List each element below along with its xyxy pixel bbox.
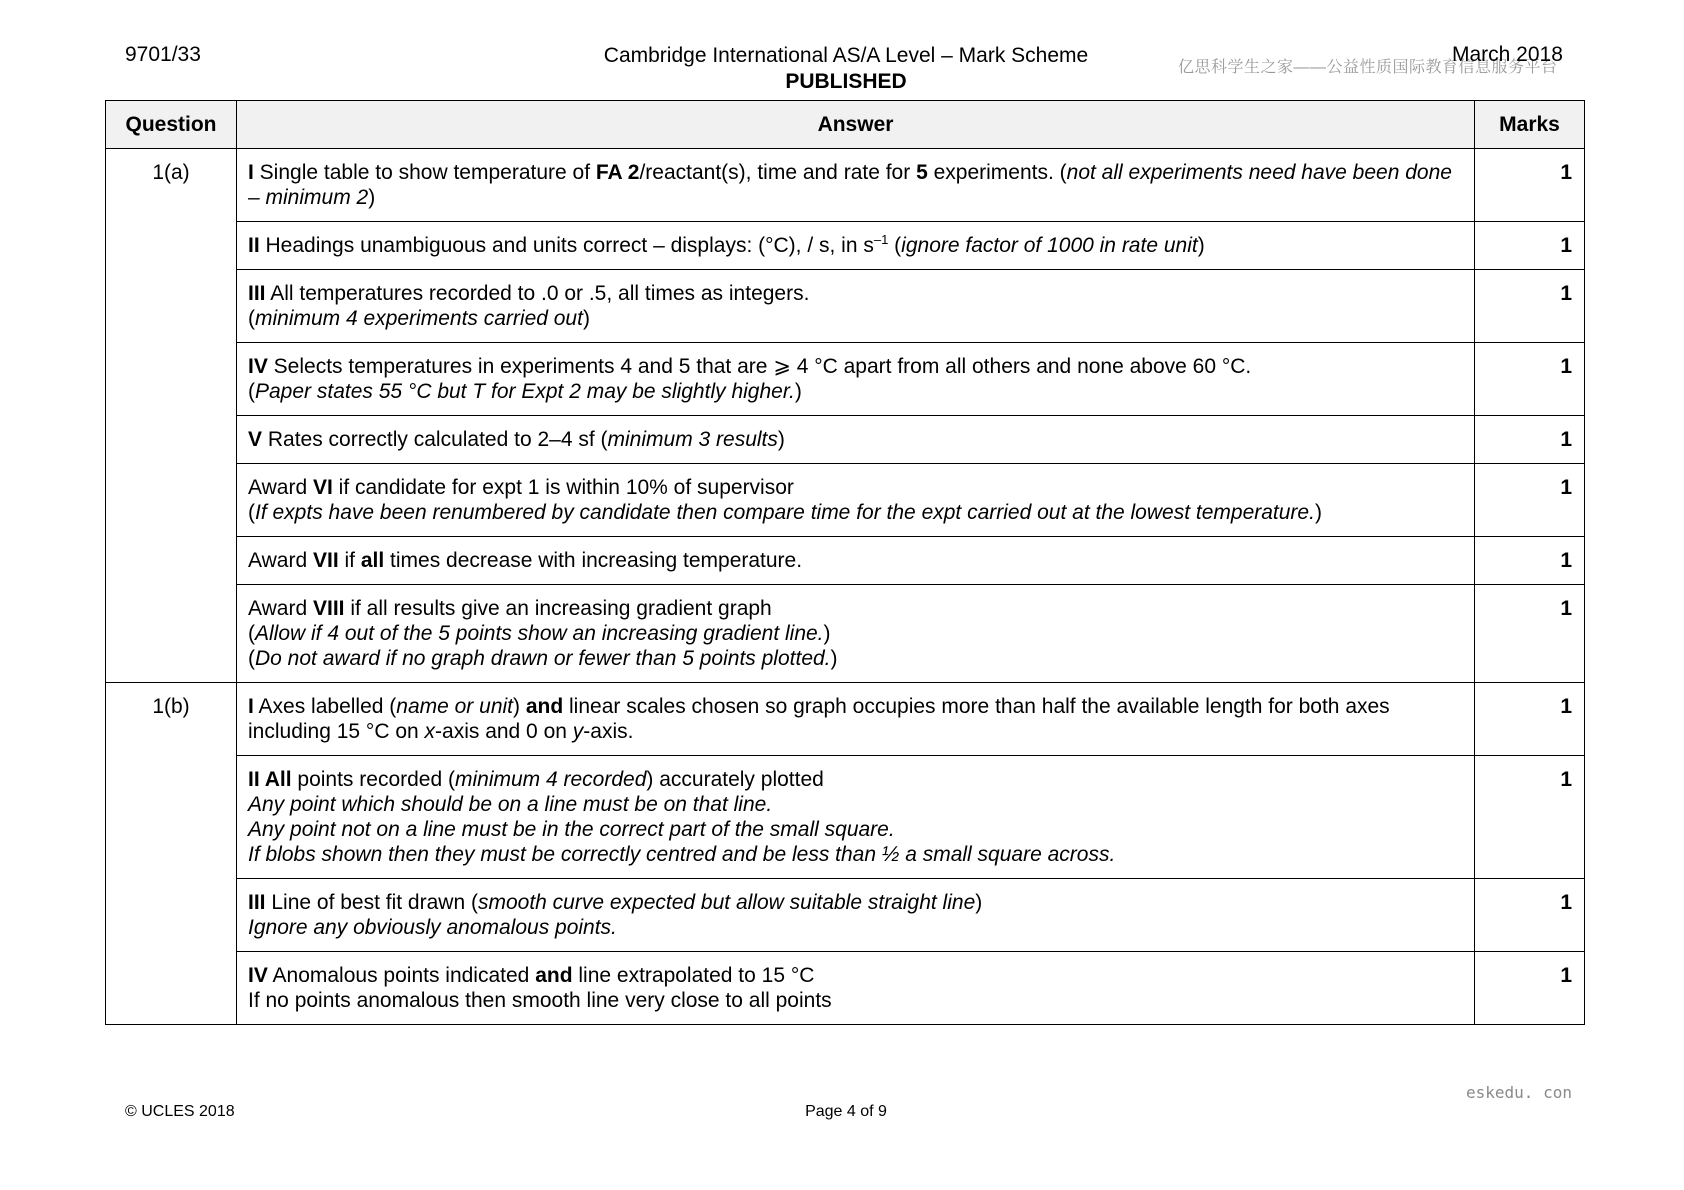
paper-code: 9701/33 (125, 43, 201, 66)
table-row (106, 585, 1585, 683)
answer-text-segment: I (248, 695, 254, 718)
table-header-row (106, 101, 1585, 149)
marks-cell: 1 (1475, 683, 1585, 756)
answer-line (248, 233, 1462, 258)
copyright-notice: © UCLES 2018 (125, 1103, 235, 1120)
table-row (106, 416, 1585, 464)
answer-text-segment: ) accurately plotted (646, 768, 824, 791)
answer-text-segment: ) (1314, 501, 1322, 524)
marks-cell: 1 (1475, 222, 1585, 270)
marks-cell: 1 (1475, 343, 1585, 416)
answer-cell (237, 585, 1475, 683)
answer-text-segment: Line of best fit drawn ( (265, 891, 478, 914)
answer-text-segment: Single table to show temperature of (253, 161, 596, 184)
answer-line (248, 596, 1462, 621)
answer-text-segment: VI (312, 476, 333, 499)
answer-cell (237, 683, 1475, 756)
marks-cell: 1 (1475, 464, 1585, 537)
answer-text-segment: y (572, 720, 584, 743)
answer-text-segment: 5 (916, 161, 928, 184)
marks-cell: 1 (1475, 537, 1585, 585)
answer-text-segment: all (360, 549, 385, 572)
answer-text-segment: ) (823, 622, 831, 645)
session-date: March 2018 (1452, 43, 1563, 66)
answer-text-segment: ) (777, 428, 785, 451)
mark-scheme-table (105, 100, 1585, 1025)
answer-cell (237, 149, 1475, 222)
answer-text-segment: VIII (312, 597, 345, 620)
answer-text-segment: Any point which should be on a line must be on that line. (248, 793, 773, 816)
answer-text-segment: ) (368, 186, 376, 209)
question-number: 1(b) (106, 683, 237, 1025)
marks-column-header: Marks (1475, 101, 1585, 149)
answer-text-segment: experiments. ( (927, 161, 1067, 184)
answer-line (248, 988, 1462, 1013)
answer-line (248, 792, 1462, 817)
answer-line (248, 475, 1462, 500)
answer-text-segment: not all experiments need have been done – minimum 2 (248, 161, 1452, 209)
answer-text-segment: IV (248, 355, 268, 378)
answer-text-segment: smooth curve expected but allow suitable straight line (477, 891, 976, 914)
answer-text-segment: ignore factor of 1000 in rate unit (901, 234, 1198, 257)
answer-cell (237, 537, 1475, 585)
answer-text-segment: Anomalous points indicated (267, 964, 536, 987)
answer-text-segment: ) (975, 891, 983, 914)
answer-cell (237, 464, 1475, 537)
answer-text-segment: Do not award if no graph drawn or fewer than 5 points plotted. (255, 647, 831, 670)
answer-text-segment: I (248, 161, 254, 184)
answer-text-segment: Rates correctly calculated to 2–4 sf ( (262, 428, 608, 451)
table-row (106, 464, 1585, 537)
answer-text-segment: minimum 3 results (607, 428, 778, 451)
answer-text-segment: minimum 4 recorded (454, 768, 647, 791)
table-row (106, 952, 1585, 1025)
marks-cell: 1 (1475, 585, 1585, 683)
answer-text-segment: Paper states 55 °C but T for Expt 2 may be slightly higher. (255, 380, 795, 403)
answer-text-segment: VII (312, 549, 339, 572)
answer-text-segment: Award (248, 597, 313, 620)
answer-text-segment: Award (248, 476, 313, 499)
mark-scheme-body (106, 149, 1585, 1025)
answer-text-segment: Award (248, 549, 313, 572)
answer-text-segment: and (535, 964, 573, 987)
answer-text-segment: and (525, 695, 564, 718)
answer-cell (237, 270, 1475, 343)
answer-cell (237, 343, 1475, 416)
answer-text-segment: if all results give an increasing gradient graph (344, 597, 772, 620)
site-watermark: eskedu. con (1466, 1083, 1572, 1102)
answer-text-segment: points recorded ( (291, 768, 455, 791)
answer-text-segment: ( (248, 501, 255, 524)
answer-text-segment: ) (794, 380, 802, 403)
marks-cell: 1 (1475, 952, 1585, 1025)
answer-text-segment: ( (248, 647, 255, 670)
answer-text-segment: If no points anomalous then smooth line very close to all points (248, 989, 832, 1012)
answer-line (248, 694, 1462, 744)
marks-cell: 1 (1475, 879, 1585, 952)
answer-line (248, 160, 1462, 210)
answer-text-segment: ( (888, 234, 902, 257)
answer-text-segment: FA 2 (595, 161, 640, 184)
answer-text-segment: If blobs shown then they must be correctly centred and be less than ½ a small square across. (248, 843, 1116, 866)
table-row (106, 537, 1585, 585)
answer-text-segment: Axes labelled ( (253, 695, 397, 718)
answer-text-segment: if candidate for expt 1 is within 10% of supervisor (332, 476, 794, 499)
marks-cell: 1 (1475, 149, 1585, 222)
answer-line (248, 306, 1462, 331)
answer-cell (237, 222, 1475, 270)
question-column-header: Question (106, 101, 237, 149)
answer-text-segment: ) (513, 695, 526, 718)
table-row (106, 222, 1585, 270)
watermark-text: 亿思科学生之家——公益性质国际教育信息服务平台 (1178, 59, 1558, 76)
answer-text-segment: Headings unambiguous and units correct – displays: (°C), / s, in s (259, 234, 874, 257)
answer-text-segment: III (248, 282, 266, 305)
answer-text-segment: V (248, 428, 263, 451)
table-row (106, 343, 1585, 416)
answer-text-segment: line extrapolated to 15 °C (572, 964, 815, 987)
answer-text-segment: III (248, 891, 266, 914)
answer-cell (237, 756, 1475, 879)
answer-line (248, 817, 1462, 842)
question-number: 1(a) (106, 149, 237, 683)
title-text: Cambridge International AS/A Level – Mark Scheme (603, 44, 1089, 67)
answer-line (248, 915, 1462, 940)
marks-cell: 1 (1475, 756, 1585, 879)
table-row (106, 756, 1585, 879)
answer-text-segment: II (248, 234, 260, 257)
answer-text-segment: -axis and 0 on (435, 720, 573, 743)
answer-text-segment: ( (248, 307, 255, 330)
answer-text-segment: ) (1197, 234, 1205, 257)
answer-column-header: Answer (237, 101, 1475, 149)
answer-line (248, 646, 1462, 671)
answer-text-segment: Ignore any obviously anomalous points. (248, 916, 617, 939)
answer-line (248, 548, 1462, 573)
answer-line (248, 281, 1462, 306)
published-label: PUBLISHED (785, 70, 907, 93)
table-row (106, 149, 1585, 222)
answer-line (248, 963, 1462, 988)
answer-text-segment: x (424, 720, 436, 743)
answer-line (248, 379, 1462, 404)
answer-line (248, 354, 1462, 379)
answer-line (248, 890, 1462, 915)
answer-line (248, 427, 1462, 452)
table-row (106, 683, 1585, 756)
answer-line (248, 621, 1462, 646)
answer-cell (237, 952, 1475, 1025)
table-row (106, 879, 1585, 952)
answer-text-segment: if (338, 549, 361, 572)
answer-text-segment: ( (248, 380, 255, 403)
answer-text-segment: –1 (873, 232, 889, 247)
answer-line (248, 500, 1462, 525)
answer-text-segment: Any point not on a line must be in the correct part of the small square. (248, 818, 895, 841)
answer-text-segment: times decrease with increasing temperature. (384, 549, 803, 572)
answer-text-segment: ) (582, 307, 590, 330)
answer-line (248, 767, 1462, 792)
answer-text-segment: IV (248, 964, 268, 987)
answer-cell (237, 416, 1475, 464)
answer-line (248, 842, 1462, 867)
answer-text-segment: ) (830, 647, 838, 670)
answer-text-segment: All temperatures recorded to .0 or .5, all times as integers. (265, 282, 810, 305)
answer-cell (237, 879, 1475, 952)
answer-text-segment: Selects temperatures in experiments 4 and 5 that are ⩾ 4 °C apart from all others and none above 60 °C. (267, 355, 1252, 378)
answer-text-segment: ( (248, 622, 255, 645)
answer-text-segment: minimum 4 experiments carried out (255, 307, 583, 330)
answer-text-segment: /reactant(s), time and rate for (639, 161, 917, 184)
table-row (106, 270, 1585, 343)
answer-text-segment: -axis. (583, 720, 634, 743)
answer-text-segment: name or unit (396, 695, 513, 718)
page-number: Page 4 of 9 (805, 1103, 887, 1120)
answer-text-segment: linear scales chosen so graph occupies more than half the available length for both axes including 15 °C on (248, 695, 1390, 743)
marks-cell: 1 (1475, 270, 1585, 343)
answer-text-segment: If expts have been renumbered by candidate then compare time for the expt carried out at the lowest temperature. (255, 501, 1315, 524)
answer-text-segment: Allow if 4 out of the 5 points show an increasing gradient line. (255, 622, 824, 645)
answer-text-segment: II All (248, 768, 292, 791)
marks-cell: 1 (1475, 416, 1585, 464)
